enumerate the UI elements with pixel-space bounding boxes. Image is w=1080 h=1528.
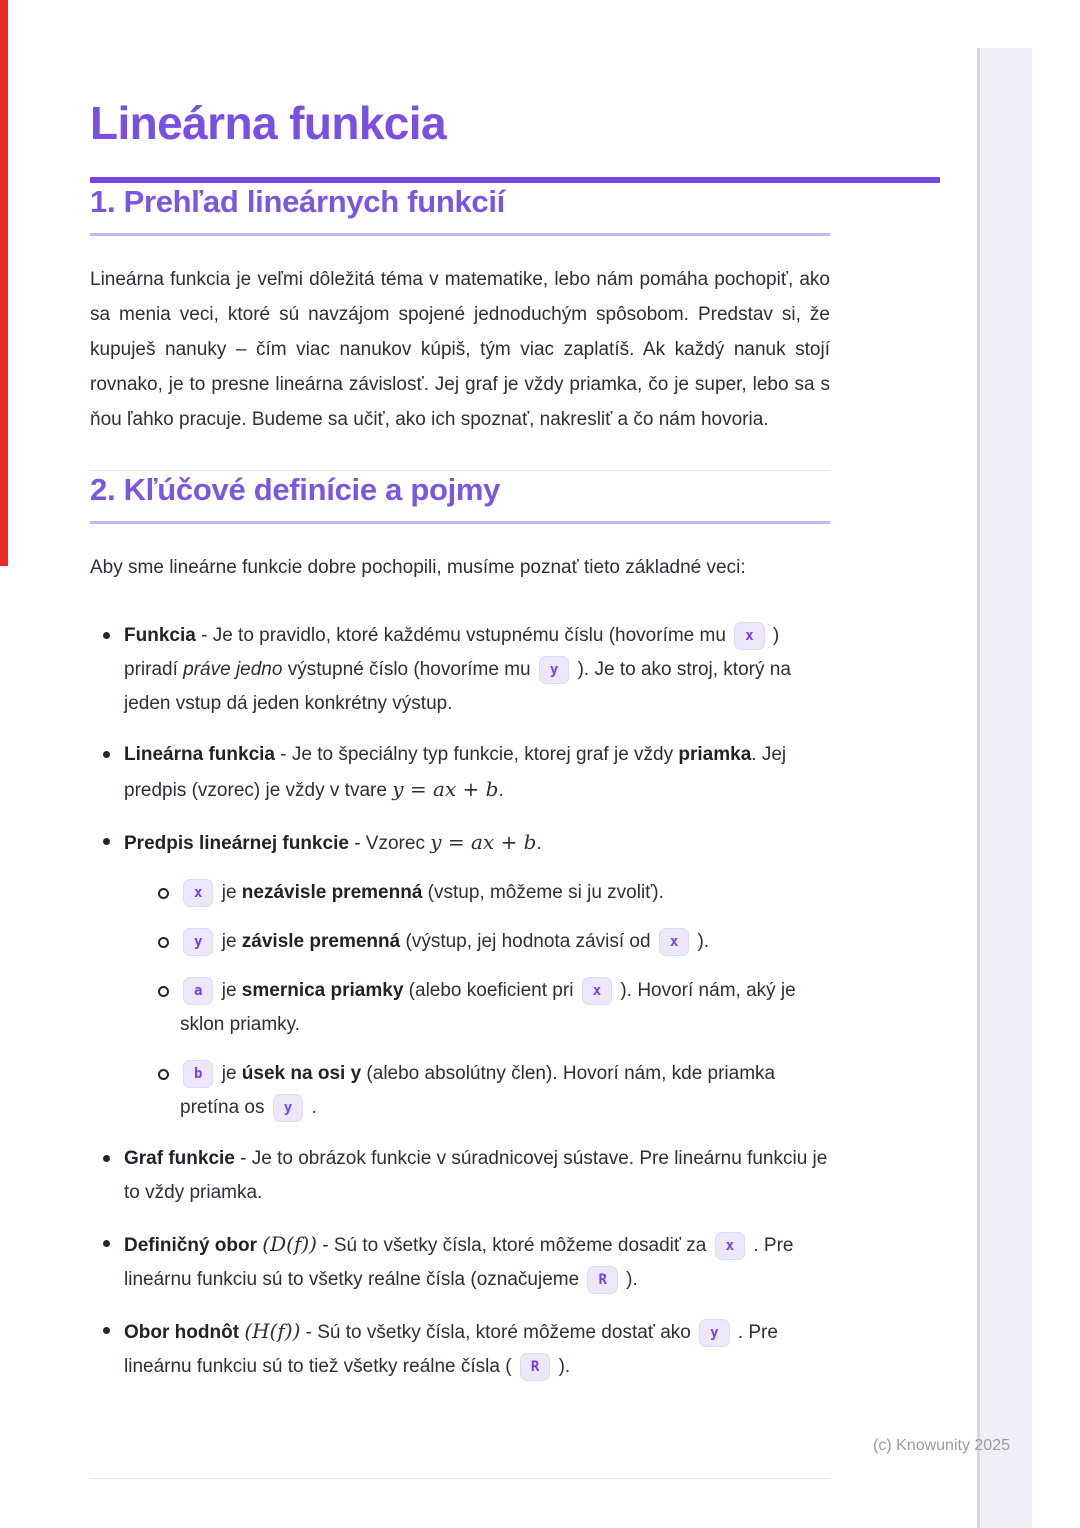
list-item-linearna-funkcia: Lineárna funkcia - Je to špeciálny typ funkcie, ktorej graf je vždy priamka. Jej predpis (vzorec) je vždy v tvare y = ax + b. [90,738,830,808]
page-title: Lineárna funkcia [90,97,446,149]
inline-code-badge: x [582,977,612,1005]
section-heading-definitions: 2. Kľúčové definície a pojmy [90,472,501,507]
inline-code-badge: x [183,879,213,907]
inline-code-badge: y [539,656,569,684]
list-item-definicny-obor: Definičný obor (D(f)) - Sú to všetky čísla, ktoré môžeme dosadiť za x . Pre lineárnu funkciu sú to všetky reálne čísla (označujeme R ). [90,1227,830,1297]
heading-underline [90,233,830,236]
inline-code-badge: y [699,1319,729,1347]
heading-underline [90,521,830,524]
inline-code-badge: y [273,1094,303,1122]
list-item-obor-hodnot: Obor hodnôt (H(f)) - Sú to všetky čísla, ktoré môžeme dostať ako y . Pre lineárnu funkciu sú to tiež všetky reálne čísla ( R ). [90,1314,830,1384]
content-inner [90,183,830,1384]
sub-item-y: y je závisle premenná (výstup, jej hodnota závisí od x ). [124,925,830,959]
list-item-predpis-text: Predpis lineárnej funkcie - Vzorec y = ax + b. [124,830,542,854]
list-item-funkcia: Funkcia - Je to pravidlo, ktoré každému vstupnému číslu (hovoríme mu x ) priradí práve jedno výstupné číslo (hovoríme mu y ). Je to ako stroj, ktorý na jeden vstup dá jeden konkrétny výstup. [90,619,830,721]
inline-code-badge: x [659,928,689,956]
footer-credit: (c) Knowunity 2025 [873,1437,1010,1454]
inline-code-badge: x [734,622,764,650]
inline-code-badge: y [183,928,213,956]
overview-paragraph: Lineárna funkcia je veľmi dôležitá téma v matematike, lebo nám pomáha pochopiť, ako sa menia veci, ktoré sú navzájom spojené jednoduchým spôsobom. Predstav si, že kupuješ nanuky – čím viac nanukov kúpiš, tým viac zaplatíš. Ak každý nanuk stojí rovnako, je to presne lineárna závislosť. Jej graf je vždy priamka, čo je super, lebo sa s ňou ľahko pracuje. Budeme sa učiť, ako ich spoznať, nakresliť a čo nám hovoria. [90,269,830,430]
sub-item-x: x je nezávisle premenná (vstup, môžeme si ju zvoliť). [124,876,830,910]
definitions-intro: Aby sme lineárne funkcie dobre pochopili, musíme poznať tieto základné veci: [90,557,746,578]
definitions-list [90,619,830,1384]
right-margin-panel [977,48,1032,1528]
list-item-predpis [90,825,830,1125]
section-heading-overview: 1. Prehľad lineárnych funkcií [90,184,505,219]
inline-code-badge: b [183,1060,213,1088]
predpis-sub-list [124,876,830,1125]
list-item-graf: Graf funkcie - Je to obrázok funkcie v súradnicovej sústave. Pre lineárnu funkciu je to vždy priamka. [90,1142,830,1210]
content-column [90,0,940,1384]
sub-item-b: b je úsek na osi y (alebo absolútny člen). Hovorí nám, kde priamka pretína os y . [124,1057,830,1125]
sub-item-a: a je smernica priamky (alebo koeficient pri x ). Hovorí nám, aký je sklon priamky. [124,974,830,1042]
inline-code-badge: R [587,1266,617,1294]
left-red-stripe [0,0,8,566]
inline-code-badge: R [520,1353,550,1381]
inline-code-badge: a [183,977,213,1005]
inline-code-badge: x [715,1232,745,1260]
bottom-divider [90,1478,830,1479]
